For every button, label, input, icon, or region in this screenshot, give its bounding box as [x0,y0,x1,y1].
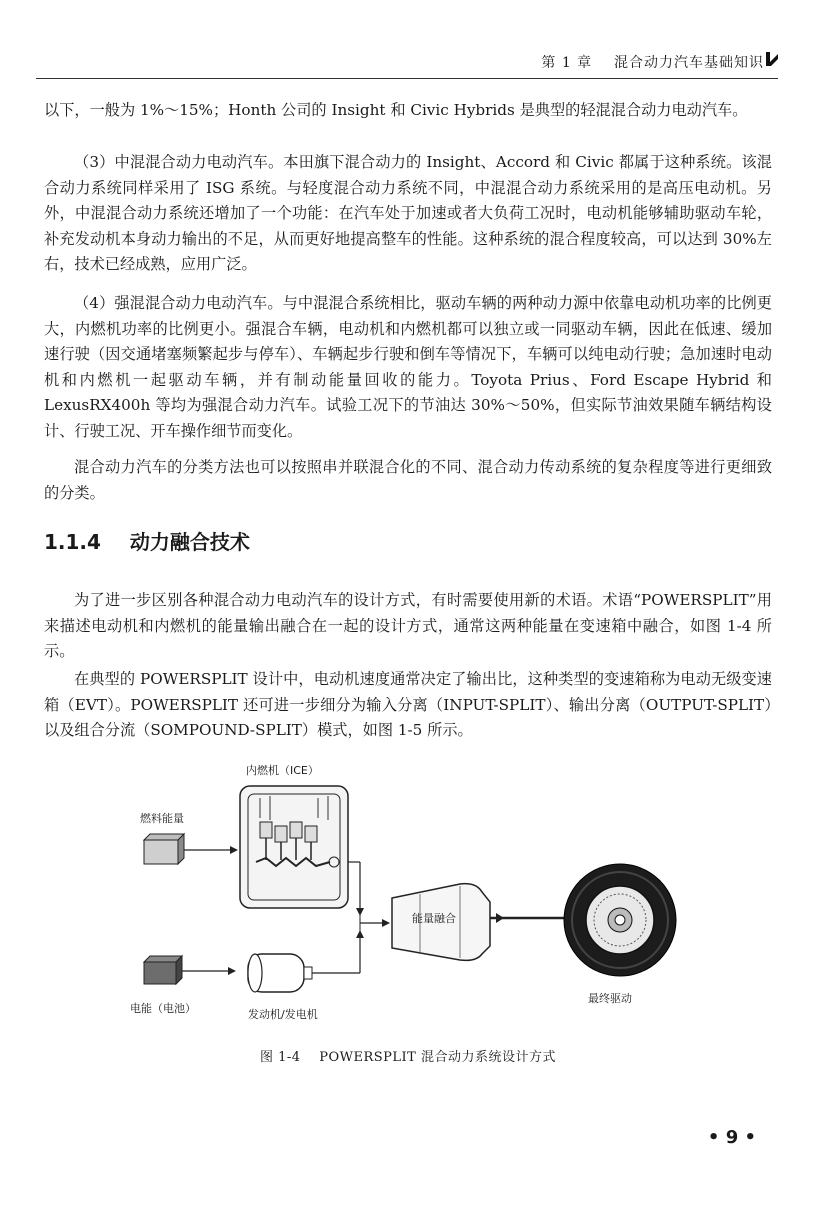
engine-icon [240,786,348,908]
label-final-drive: 最终驱动 [588,992,632,1005]
paragraph-powersplit-intro: 为了进一步区别各种混合动力电动汽车的设计方式，有时需要使用新的术语。术语“POWERSPLIT”用来描述电动机和内燃机的能量输出融合在一起的设计方式，通常这两种能量在变速箱中融合，如图 1-4 所示。 [44,591,772,661]
caption-text: POWERSPLIT 混合动力系统设计方式 [319,1050,556,1065]
motor-generator-icon [248,954,312,992]
figure-caption [0,1046,816,1065]
paragraph-mild-hybrid-end: 以下，一般为 1%～15%；Honth 公司的 Insight 和 Civic Hybrids 是典型的轻混混合动力电动汽车。 [44,101,748,119]
paragraph-powersplit-evt: 在典型的 POWERSPLIT 设计中，电动机速度通常决定了输出比，这种类型的变速箱称为电动无级变速箱（EVT）。POWERSPLIT 还可进一步细分为输入分离（INPUT-SPLIT）、输出分离（OUTPUT-SPLIT）以及组合分流（SOMPOUND-SPLIT）模式，如图 1-5 所示。 [44,670,772,740]
paragraph-strong-hybrid: （4）强混混合动力电动汽车。与中混混合系统相比，驱动车辆的两种动力源中依靠电动机功率的比例更大，内燃机功率的比例更小。强混合车辆，电动机和内燃机都可以独立或一同驱动车辆，因此在低速、缓加速行驶（因交通堵塞频繁起步与停车）、车辆起步行驶和倒车等情况下，车辆可以纯电动行驶；急加速时电动机和内燃机一起驱动车辆，并有制动能量回收的能力。Toyota Prius、Ford Escape Hybrid 和 LexusRX400h 等均为强混合动力汽车。试验工况下的节油达 30%～50%，但实际节油效果随车辆结构设计、行驶工况、开车操作细节而变化。 [44,294,772,440]
section-heading [44,526,250,555]
battery-icon [144,956,182,984]
wheel-icon [564,864,676,976]
chapter-title: 混合动力汽车基础知识 [614,55,764,71]
page-header [36,0,778,79]
section-number: 1.1.4 [44,530,101,554]
chapter-number: 第 1 章 [541,55,593,71]
section-title: 动力融合技术 [129,530,250,554]
page-number: • 9 • [707,1127,756,1148]
fuel-tank-icon [144,834,184,864]
label-fuel-energy: 燃料能量 [140,812,184,825]
caption-number: 图 1-4 [260,1050,301,1065]
paragraph-classification: 混合动力汽车的分类方法也可以按照串并联混合化的不同、混合动力传动系统的复杂程度等进行更细致的分类。 [44,458,772,502]
paragraph-medium-hybrid: （3）中混混合动力电动汽车。本田旗下混合动力的 Insight、Accord 和 Civic 都属于这种系统。该混合动力系统同样采用了 ISG 系统。与轻度混合动力系统不同，中混混合动力系统采用的是高压电动机。另外，中混混合动力系统还增加了一个功能：在汽车处于加速或者大负荷工况时，电动机能够辅助驱动车轮，补充发动机本身动力输出的不足，从而更好地提高整车的性能。这种系统的混合程度较高，可以达到 30%左右，技术已经成熟，应用广泛。 [44,153,772,274]
figure-powersplit-diagram [120,758,680,1058]
label-motor-generator: 发动机/发电机 [248,1008,318,1021]
label-energy-fusion: 能量融合 [412,912,456,925]
label-battery: 电能（电池） [130,1002,196,1015]
running-head [541,52,764,72]
label-ice: 内燃机（ICE） [246,764,319,777]
chapter-mark-icon [764,50,780,68]
